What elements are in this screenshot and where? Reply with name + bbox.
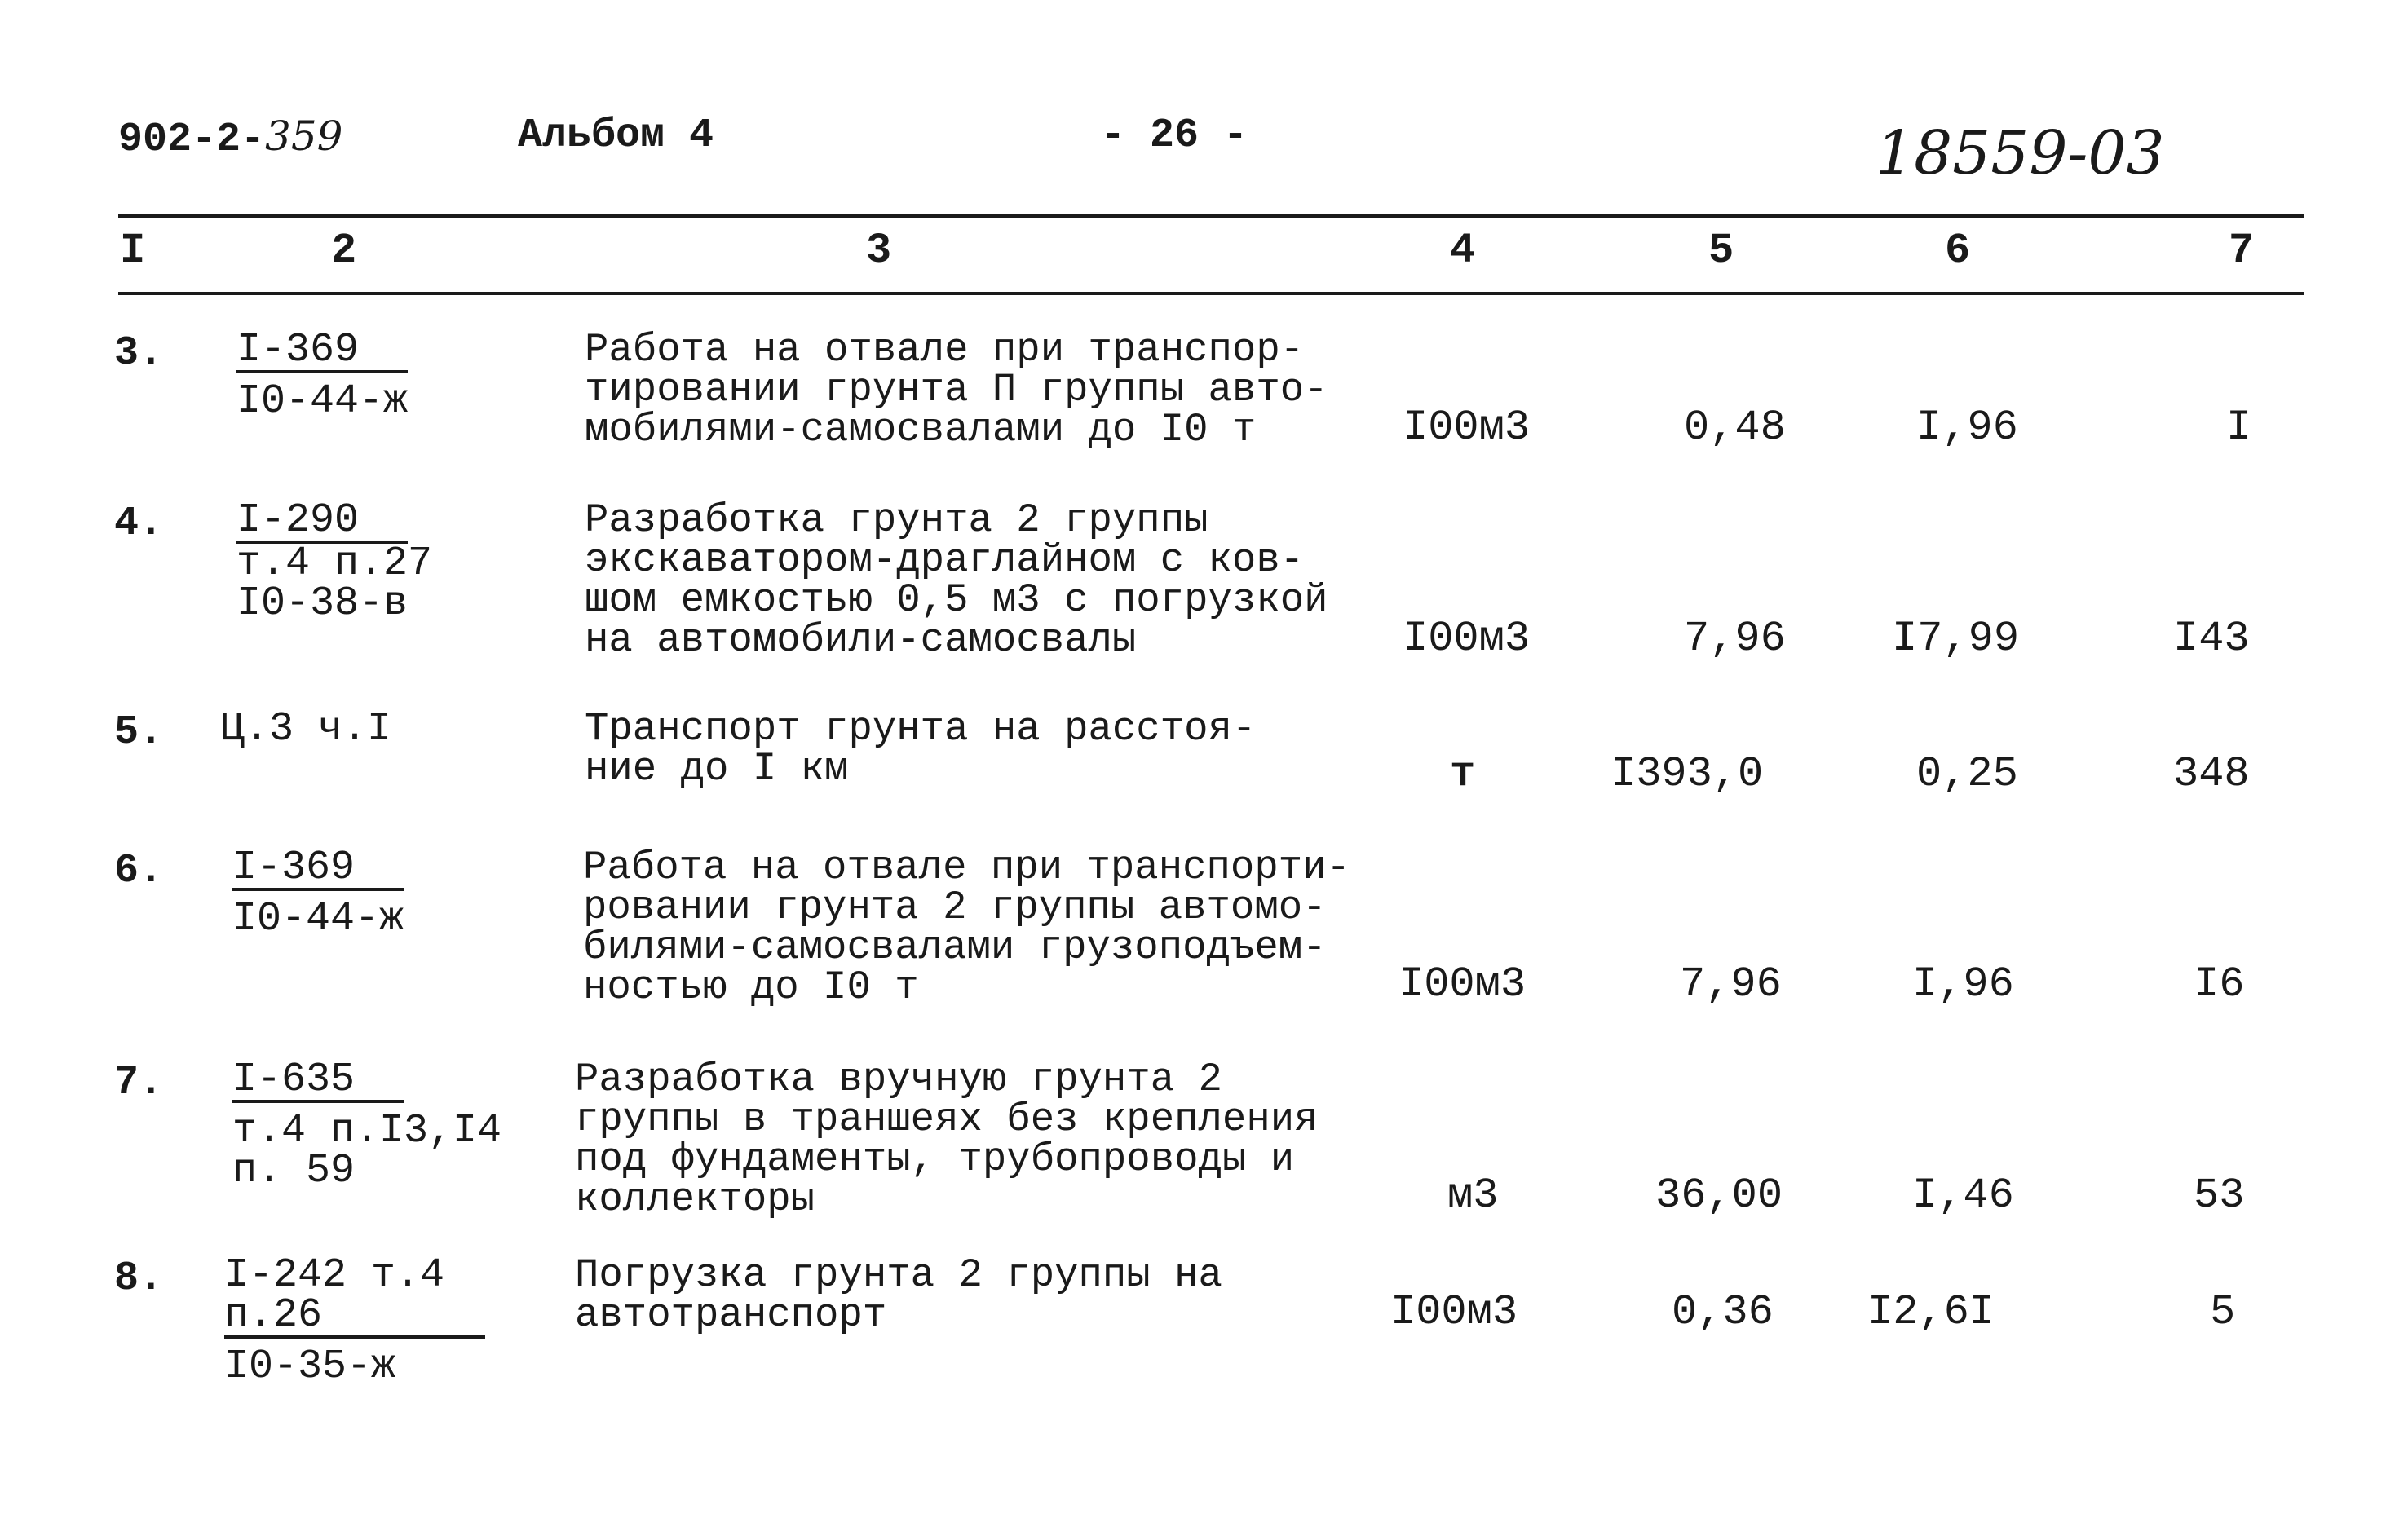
norm-reference xyxy=(232,845,404,942)
norm-reference xyxy=(220,706,392,752)
column-header-2: 2 xyxy=(331,227,357,275)
column-header-1: I xyxy=(120,227,146,275)
work-description: Работа на отвале при транспорти- ровании грунта 2 группы автомо- билями-самосвалами грузоподъем- ностью до I0 т xyxy=(583,845,1350,1010)
norm-reference-top: I-369 xyxy=(236,330,408,373)
column-header-7: 7 xyxy=(2229,227,2255,275)
total-cost: I xyxy=(2226,404,2252,452)
norm-reference-top: Ц.3 ч.I xyxy=(220,706,392,752)
unit: т xyxy=(1450,750,1476,798)
quantity: 7,96 xyxy=(1680,960,1782,1008)
unit: I00м3 xyxy=(1403,404,1531,452)
norm-reference-bottom: I0-35-ж xyxy=(224,1344,396,1390)
row-number: 3. xyxy=(114,330,164,377)
norm-reference xyxy=(232,1057,502,1194)
norm-reference xyxy=(236,497,433,627)
quantity: 0,48 xyxy=(1684,404,1786,452)
norm-reference-top: I-635 xyxy=(232,1060,404,1103)
unit: I00м3 xyxy=(1390,1288,1518,1336)
handwritten-stamp: 18559-03 xyxy=(1876,118,2165,188)
unit-price: 0,25 xyxy=(1916,750,2018,798)
total-cost: 53 xyxy=(2194,1172,2245,1220)
row-number: 5. xyxy=(114,709,164,756)
row-number: 4. xyxy=(114,501,164,547)
norm-reference-top: I-242 т.4 п.26 xyxy=(224,1255,485,1339)
total-cost: 5 xyxy=(2210,1288,2236,1336)
work-description: Работа на отвале при транспор- тировании грунта П группы авто- мобилями-самосвалами до I0 т xyxy=(585,327,1328,452)
work-description: Разработка вручную грунта 2 группы в траншеях без крепления под фундаменты, трубопроводы и коллекторы xyxy=(575,1057,1319,1222)
unit-price: I7,99 xyxy=(1892,615,2020,663)
norm-reference-top: I-369 xyxy=(232,848,404,891)
total-cost: I43 xyxy=(2173,615,2250,663)
document-code-handwritten: 359 xyxy=(265,113,343,160)
column-header-4: 4 xyxy=(1450,227,1476,275)
row-number: 8. xyxy=(114,1255,164,1302)
document-code xyxy=(118,113,342,163)
norm-reference-bottom: I0-44-ж xyxy=(232,896,404,942)
table-top-rule xyxy=(118,214,2304,218)
row-number: 6. xyxy=(114,848,164,894)
norm-reference-bottom: т.4 п.27 I0-38-в xyxy=(236,541,433,627)
total-cost: 348 xyxy=(2173,750,2250,798)
total-cost: I6 xyxy=(2194,960,2245,1008)
album-label: Альбом 4 xyxy=(518,113,714,159)
unit-price: I,46 xyxy=(1912,1172,2014,1220)
work-description: Транспорт грунта на расстоя- ние до I км xyxy=(585,706,1257,792)
table-header-rule xyxy=(118,292,2304,295)
work-description: Разработка грунта 2 группы экскаватором-драглайном с ков- шом емкостью 0,5 м3 с погрузкой на автомобили-самосвалы xyxy=(585,497,1328,663)
column-header-5: 5 xyxy=(1708,227,1734,275)
column-header-3: 3 xyxy=(866,227,892,275)
unit: I00м3 xyxy=(1403,615,1531,663)
document-code-printed: 902-2- xyxy=(118,117,266,163)
quantity: I393,0 xyxy=(1610,750,1764,798)
unit-price: I,96 xyxy=(1912,960,2014,1008)
unit-price: I,96 xyxy=(1916,404,2018,452)
norm-reference-bottom: т.4 п.I3,I4 п. 59 xyxy=(232,1108,502,1194)
quantity: 7,96 xyxy=(1684,615,1786,663)
norm-reference xyxy=(224,1252,485,1390)
unit: м3 xyxy=(1447,1172,1499,1220)
quantity: 0,36 xyxy=(1672,1288,1774,1336)
norm-reference-bottom: I0-44-ж xyxy=(236,378,409,425)
norm-reference-top: I-290 xyxy=(236,501,408,544)
column-header-6: 6 xyxy=(1945,227,1971,275)
page-number: - 26 - xyxy=(1101,113,1248,159)
work-description: Погрузка грунта 2 группы на автотранспорт xyxy=(575,1252,1222,1338)
quantity: 36,00 xyxy=(1655,1172,1783,1220)
row-number: 7. xyxy=(114,1060,164,1106)
unit-price: I2,6I xyxy=(1867,1288,1995,1336)
norm-reference xyxy=(236,327,409,425)
unit: I00м3 xyxy=(1398,960,1527,1008)
